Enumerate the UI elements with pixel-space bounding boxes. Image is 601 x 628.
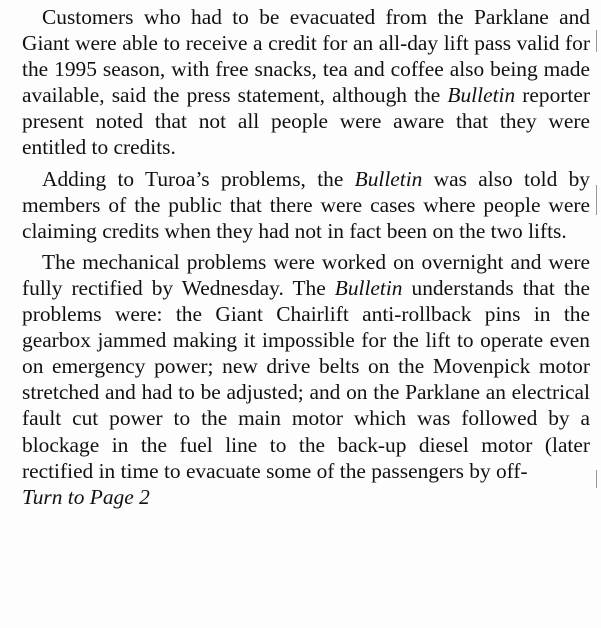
text-segment: reporter present noted that not all people were aware that they were entitled to credits. bbox=[22, 83, 590, 160]
text-segment: Adding to Turoa’s problems, the bbox=[42, 166, 355, 191]
scan-edge-mark bbox=[596, 185, 597, 215]
publication-name: Bulletin bbox=[447, 83, 516, 108]
text-segment: was also told by members of the public that there were cases where people were claiming credits when they had not in fact been on the two lifts. bbox=[22, 166, 590, 243]
text-segment: The mechanical problems were worked on overnight and were fully rectified by Wednesday. The bbox=[22, 249, 590, 300]
scan-edge-mark bbox=[596, 30, 597, 52]
paragraph-evacuation-credits bbox=[22, 4, 590, 161]
publication-name: Bulletin bbox=[354, 166, 423, 191]
text-segment: Customers who had to be evacuated from the Parklane and Giant were able to receive a credit for an all-day lift pass valid for the 1995 season, with free snacks, tea and coffee also being made available, said the press statement, although the bbox=[22, 5, 590, 108]
paragraph-mechanical-problems bbox=[22, 249, 590, 510]
scan-edge-mark bbox=[596, 470, 597, 488]
article-column bbox=[22, 4, 590, 515]
paragraph-turoa-problems bbox=[22, 166, 590, 244]
text-segment: understands that the problems were: the Giant Chairlift anti-rollback pins in the gearbox jammed making it impossible for the lift to operate even on emergency power; new drive belts on the Movenpick motor stretched and had to be adjusted; and on the Parklane an electrical fault cut power to the main motor which was followed by a blockage in the fuel line to the back-up diesel motor (later rectified in time to evacuate some of the passengers by off- bbox=[22, 275, 590, 483]
continuation-line: Turn to Page 2 bbox=[22, 484, 150, 509]
publication-name: Bulletin bbox=[334, 275, 403, 300]
